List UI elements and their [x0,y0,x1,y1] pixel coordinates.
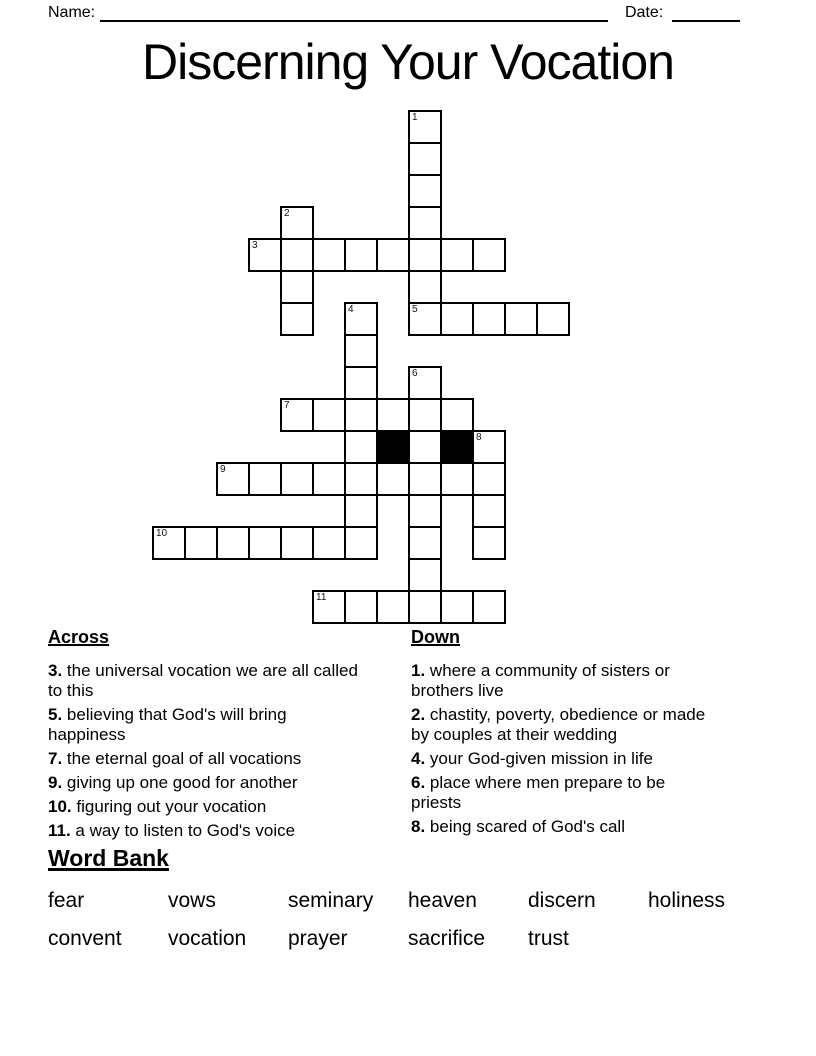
grid-cell[interactable] [280,270,314,304]
grid-cell[interactable] [536,302,570,336]
down-clue-list [411,661,711,837]
cell-number: 8 [476,432,482,443]
grid-cell[interactable] [504,302,538,336]
grid-cell[interactable] [408,590,442,624]
grid-cell[interactable] [472,302,506,336]
across-clue-list [48,661,366,841]
clue-text: figuring out your vocation [71,797,267,816]
down-clues-section [411,627,711,841]
clue-text: the eternal goal of all vocations [62,749,302,768]
word-bank-word: seminary [288,889,374,912]
word-bank-word: vows [168,889,216,912]
grid-cell[interactable] [344,398,378,432]
page-title: Discerning Your Vocation [142,34,674,90]
grid-cell[interactable] [184,526,218,560]
clue [411,661,711,701]
black-cell [440,430,474,464]
grid-cell[interactable] [408,430,442,464]
clue-text: giving up one good for another [62,773,298,792]
clue-text: a way to listen to God's voice [70,821,296,840]
down-heading: Down [411,627,460,647]
name-blank-line [100,2,608,22]
word-bank-word: heaven [408,889,477,912]
across-clues-section [48,627,366,845]
grid-cell[interactable] [472,238,506,272]
word-bank-word: holiness [648,889,726,912]
clue-number: 7. [48,749,63,768]
grid-cell[interactable] [408,206,442,240]
clue [411,705,711,745]
clue-number: 5. [48,705,63,724]
cell-number: 10 [156,528,168,539]
date-blank-line [672,2,740,22]
grid-cell[interactable] [280,206,314,240]
clue-text: your God-given mission in life [425,749,653,768]
cell-number: 7 [284,400,290,411]
grid-cell[interactable] [408,366,442,400]
cell-number: 11 [316,592,327,603]
clue [411,817,711,837]
grid-cell[interactable] [376,462,410,496]
clue-number: 11. [48,821,71,840]
clue [48,705,366,745]
crossword-grid [152,110,570,624]
cell-number: 1 [412,112,418,123]
word-bank-word: discern [528,889,596,912]
word-bank-heading: Word Bank [48,845,169,871]
clue [48,749,366,769]
clue-number: 9. [48,773,63,792]
grid-cell[interactable] [408,494,442,528]
clue-text: being scared of God's call [425,817,625,836]
clue [48,773,366,793]
clue-text: the universal vocation we are all called to this [48,661,358,700]
clue-text: where a community of sisters or brothers live [411,661,670,700]
clue-number: 1. [411,661,426,680]
grid-cell[interactable] [440,398,474,432]
cell-number: 6 [412,368,418,379]
clue-number: 2. [411,705,426,724]
grid-cell[interactable] [280,238,314,272]
clue [411,749,711,769]
grid-cell[interactable] [248,238,282,272]
black-cell [376,430,410,464]
grid-cell[interactable] [408,398,442,432]
clue [48,797,366,817]
grid-cell[interactable] [408,110,442,144]
word-bank-word: convent [48,927,122,950]
cell-number: 4 [348,304,354,315]
clue [411,773,711,813]
grid-cell[interactable] [472,526,506,560]
clue-number: 4. [411,749,426,768]
grid-cell[interactable] [280,302,314,336]
cell-number: 5 [412,304,418,315]
grid-cell[interactable] [312,398,346,432]
clue-text: chastity, poverty, obedience or made by couples at their wedding [411,705,706,744]
grid-cell[interactable] [312,590,346,624]
grid-cell[interactable] [344,366,378,400]
grid-cell[interactable] [440,590,474,624]
word-bank-word: trust [528,927,569,950]
grid-cell[interactable] [408,142,442,176]
grid-cell[interactable] [280,462,314,496]
grid-cell[interactable] [408,174,442,208]
grid-cell[interactable] [344,430,378,464]
word-bank-word: sacrifice [408,927,486,950]
grid-cell[interactable] [408,270,442,304]
clue-number: 3. [48,661,63,680]
cell-number: 9 [220,464,226,475]
word-bank-word: vocation [168,927,247,950]
name-label: Name: [48,4,96,21]
grid-cell[interactable] [312,526,346,560]
grid-cell[interactable] [408,302,442,336]
grid-cell[interactable] [440,302,474,336]
clue-text: place where men prepare to be priests [411,773,666,812]
word-bank-word: fear [48,889,85,912]
grid-cell[interactable] [376,398,410,432]
grid-cell[interactable] [280,398,314,432]
cell-number: 3 [252,240,258,251]
grid-cell[interactable] [248,462,282,496]
grid-cell[interactable] [440,462,474,496]
grid-cell[interactable] [344,494,378,528]
grid-cell[interactable] [376,590,410,624]
across-heading: Across [48,627,110,647]
clue-text: believing that God's will bring happiness [48,705,287,744]
grid-cell[interactable] [344,462,378,496]
grid-cell[interactable] [408,462,442,496]
grid-cell[interactable] [280,526,314,560]
grid-cell[interactable] [248,526,282,560]
grid-cell[interactable] [440,238,474,272]
grid-cell[interactable] [152,526,186,560]
word-bank-word: prayer [288,927,348,950]
grid-cell[interactable] [344,590,378,624]
grid-cell[interactable] [216,462,250,496]
grid-cell[interactable] [472,590,506,624]
grid-cell[interactable] [344,526,378,560]
grid-cell[interactable] [344,302,378,336]
word-bank-section [48,844,788,958]
grid-cell[interactable] [408,558,442,592]
grid-cell[interactable] [344,238,378,272]
grid-cell[interactable] [312,462,346,496]
clue-number: 6. [411,773,426,792]
grid-cell[interactable] [344,334,378,368]
clue [48,821,366,841]
grid-cell[interactable] [216,526,250,560]
word-bank-list [48,882,788,958]
grid-cell[interactable] [472,494,506,528]
clue-number: 10. [48,797,72,816]
date-label: Date: [625,4,664,21]
clue-number: 8. [411,817,426,836]
grid-cell[interactable] [472,462,506,496]
grid-cell[interactable] [376,238,410,272]
grid-cell[interactable] [408,238,442,272]
grid-cell[interactable] [408,526,442,560]
clue [48,661,366,701]
grid-cell[interactable] [472,430,506,464]
cell-number: 2 [284,208,290,219]
grid-cell[interactable] [312,238,346,272]
